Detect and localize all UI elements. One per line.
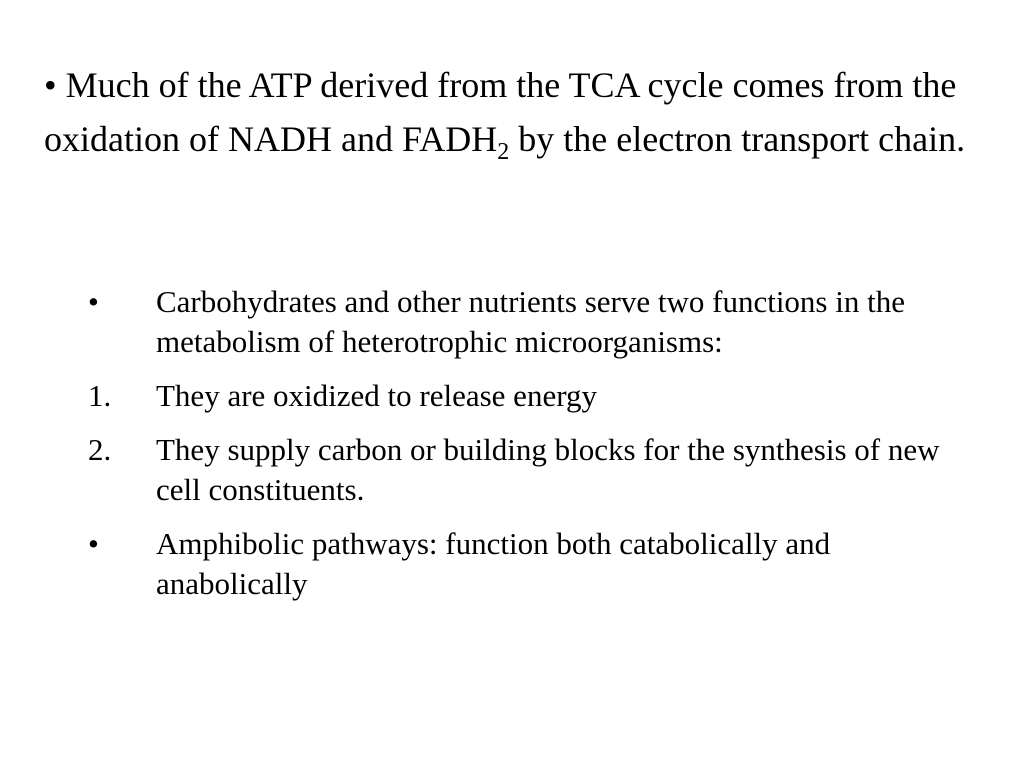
list-item-nutrient-functions (84, 282, 944, 362)
list-item-text: Amphibolic pathways: function both catabolically and anabolically (156, 526, 831, 601)
list-item-oxidation (84, 376, 944, 416)
fadh-subscript: 2 (497, 139, 510, 165)
number-marker: 1. (88, 378, 112, 413)
number-marker: 2. (88, 432, 112, 467)
list-item-amphibolic-pathways (84, 524, 944, 604)
bullet-marker: • (88, 526, 99, 561)
intro-bullet: • (44, 65, 57, 105)
list-item-carbon-supply (84, 430, 944, 510)
intro-text-after: by the electron transport chain. (509, 119, 966, 159)
bullet-marker: • (88, 284, 99, 319)
list-item-text: They are oxidized to release energy (156, 378, 597, 413)
list-item-text: They supply carbon or building blocks for the synthesis of new cell constituents. (156, 432, 940, 507)
intro-text-before: Much of the ATP derived from the TCA cycle comes from the oxidation of NADH and FADH (44, 65, 957, 159)
intro-paragraph (44, 58, 984, 166)
nutrient-function-list (84, 282, 944, 618)
list-item-text: Carbohydrates and other nutrients serve two functions in the metabolism of heterotrophic microorganisms: (156, 284, 905, 359)
